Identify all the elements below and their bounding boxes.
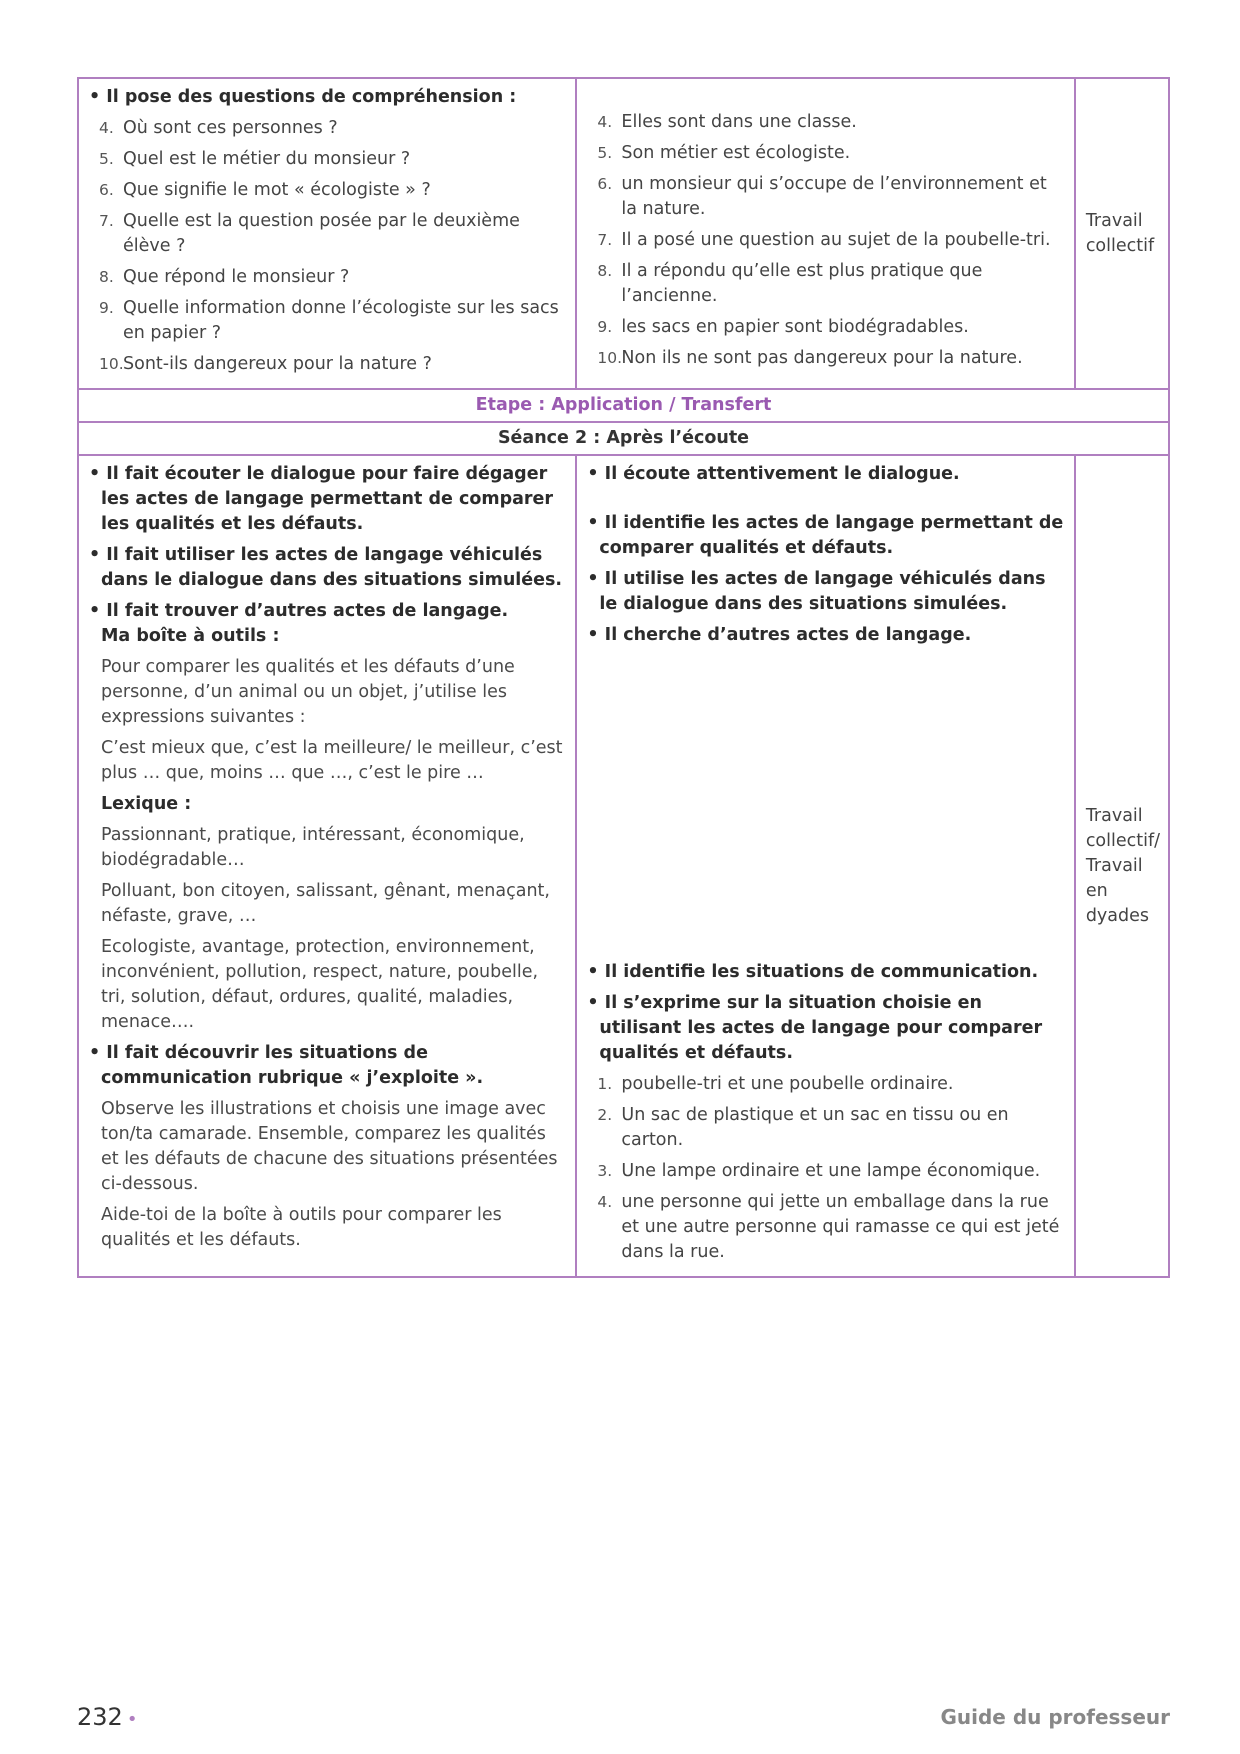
item-text: Que répond le monsieur ? [123, 267, 350, 287]
etape-title: Etape : Application / Transfert [78, 389, 1169, 422]
answer-item [587, 259, 1065, 309]
item-text: une personne qui jette un emballage dans la rue et une autre personne qui ramasse ce qui est jeté dans la rue. [621, 1192, 1060, 1262]
student-cell-comprehension [576, 78, 1074, 389]
teacher-bullet: • Il fait découvrir les situations de communication rubrique « j’exploite ». [89, 1043, 484, 1088]
table-row-application [78, 455, 1169, 1277]
questions-list [89, 116, 567, 377]
item-number: 4. [597, 1193, 613, 1211]
teacher-cell-application [78, 455, 576, 1277]
question-item [89, 352, 567, 377]
instruction-paragraph: Aide-toi de la boîte à outils pour comparer les qualités et les défauts. [101, 1205, 502, 1250]
student-bullet: • Il écoute attentivement le dialogue. [587, 464, 960, 484]
item-text: Quel est le métier du monsieur ? [123, 149, 411, 169]
item-number: 6. [99, 181, 114, 199]
seance-title: Séance 2 : Après l’écoute [78, 422, 1169, 455]
footer-title: Guide du professeur [940, 1705, 1170, 1729]
question-item [89, 116, 567, 141]
item-text: Il a répondu qu’elle est plus pratique que l’ancienne. [621, 261, 983, 306]
item-number: 7. [597, 231, 613, 249]
lexique-paragraph: Ecologiste, avantage, protection, environnement, inconvénient, pollution, respect, nature, poubelle, tri, solution, défaut, ordures, qualité, maladies, menace…. [101, 937, 539, 1032]
item-number: 4. [99, 119, 114, 137]
item-number: 10. [597, 349, 623, 367]
situation-item [587, 1072, 1065, 1097]
teacher-bullet: • Il fait écouter le dialogue pour faire dégager les actes de langage permettant de comparer les qualités et les défauts. [89, 464, 554, 534]
item-text: Son métier est écologiste. [621, 143, 851, 163]
table-row-etape [78, 389, 1169, 422]
student-bullet: • Il s’exprime sur la situation choisie en utilisant les actes de langage pour comparer qualités et défauts. [587, 993, 1043, 1063]
teacher-heading: • Il pose des questions de compréhension : [89, 87, 517, 107]
answer-item [587, 141, 1065, 166]
lexique-paragraph: Polluant, bon citoyen, salissant, gênant, menaçant, néfaste, grave, … [101, 881, 550, 926]
table-row-seance [78, 422, 1169, 455]
item-text: les sacs en papier sont biodégradables. [621, 317, 969, 337]
student-bullet: • Il utilise les actes de langage véhiculés dans le dialogue dans des situations simulées. [587, 569, 1046, 614]
item-text: Elles sont dans une classe. [621, 112, 857, 132]
item-text: Il a posé une question au sujet de la poubelle-tri. [621, 230, 1051, 250]
item-number: 6. [597, 175, 613, 193]
answer-item [587, 110, 1065, 135]
modality-cell-1 [1075, 78, 1169, 389]
modality-cell-2 [1075, 455, 1169, 1277]
answer-item [587, 346, 1065, 371]
student-bullet: • Il identifie les situations de communication. [587, 962, 1039, 982]
item-text: Quelle est la question posée par le deuxième élève ? [123, 211, 520, 256]
question-item [89, 209, 567, 259]
toolbox-paragraph: Pour comparer les qualités et les défauts d’une personne, d’un animal ou un objet, j’utilise les expressions suivantes : [101, 657, 515, 727]
item-number: 3. [597, 1162, 613, 1180]
item-number: 7. [99, 212, 114, 230]
item-text: poubelle-tri et une poubelle ordinaire. [621, 1074, 954, 1094]
item-text: Sont-ils dangereux pour la nature ? [123, 354, 432, 374]
modality-text: Travail collectif [1085, 211, 1155, 256]
answer-item [587, 315, 1065, 340]
teacher-cell-comprehension [78, 78, 576, 389]
lexique-paragraph: Passionnant, pratique, intéressant, économique, biodégradable… [101, 825, 525, 870]
table-row-comprehension [78, 78, 1169, 389]
item-number: 5. [597, 144, 613, 162]
toolbox-paragraph: C’est mieux que, c’est la meilleure/ le meilleur, c’est plus … que, moins … que …, c’est le pire … [101, 738, 563, 783]
item-number: 8. [99, 268, 114, 286]
situation-item [587, 1190, 1065, 1265]
page-number [77, 1703, 137, 1731]
item-text: Quelle information donne l’écologiste sur les sacs en papier ? [123, 298, 559, 343]
item-text: Non ils ne sont pas dangereux pour la nature. [621, 348, 1023, 368]
page-number-text: 232 [77, 1703, 123, 1731]
item-text: Que signifie le mot « écologiste » ? [123, 180, 431, 200]
toolbox-title: Ma boîte à outils : [101, 626, 280, 646]
question-item [89, 265, 567, 290]
item-number: 10. [99, 355, 124, 373]
question-item [89, 147, 567, 172]
situation-item [587, 1159, 1065, 1184]
lexique-title: Lexique : [101, 794, 192, 814]
teacher-bullet: • Il fait utiliser les actes de langage véhiculés dans le dialogue dans des situations simulées. [89, 545, 563, 590]
answers-list [587, 110, 1065, 371]
student-cell-application [576, 455, 1074, 1277]
item-text: Où sont ces personnes ? [123, 118, 338, 138]
situation-item [587, 1103, 1065, 1153]
item-number: 4. [597, 113, 613, 131]
item-text: Un sac de plastique et un sac en tissu ou en carton. [621, 1105, 1009, 1150]
instruction-paragraph: Observe les illustrations et choisis une image avec ton/ta camarade. Ensemble, comparez les qualités et les défauts de chacune des situations présentées ci-dessous. [101, 1099, 558, 1194]
item-number: 9. [99, 299, 114, 317]
item-text: un monsieur qui s’occupe de l’environnement et la nature. [621, 174, 1047, 219]
item-number: 1. [597, 1075, 613, 1093]
lesson-table [77, 77, 1170, 1278]
item-text: Une lampe ordinaire et une lampe économique. [621, 1161, 1041, 1181]
question-item [89, 296, 567, 346]
modality-text: Travail collectif/ Travail en dyades [1085, 806, 1161, 926]
student-bullet: • Il cherche d’autres actes de langage. [587, 625, 972, 645]
item-number: 2. [597, 1106, 613, 1124]
bullet-icon: • [126, 1709, 138, 1730]
answer-item [587, 228, 1065, 253]
teacher-bullet: • Il fait trouver d’autres actes de langage. [89, 601, 509, 621]
item-number: 8. [597, 262, 613, 280]
question-item [89, 178, 567, 203]
situations-list [587, 1072, 1065, 1265]
answer-item [587, 172, 1065, 222]
item-number: 5. [99, 150, 114, 168]
student-bullet: • Il identifie les actes de langage permettant de comparer qualités et défauts. [587, 513, 1064, 558]
item-number: 9. [597, 318, 613, 336]
